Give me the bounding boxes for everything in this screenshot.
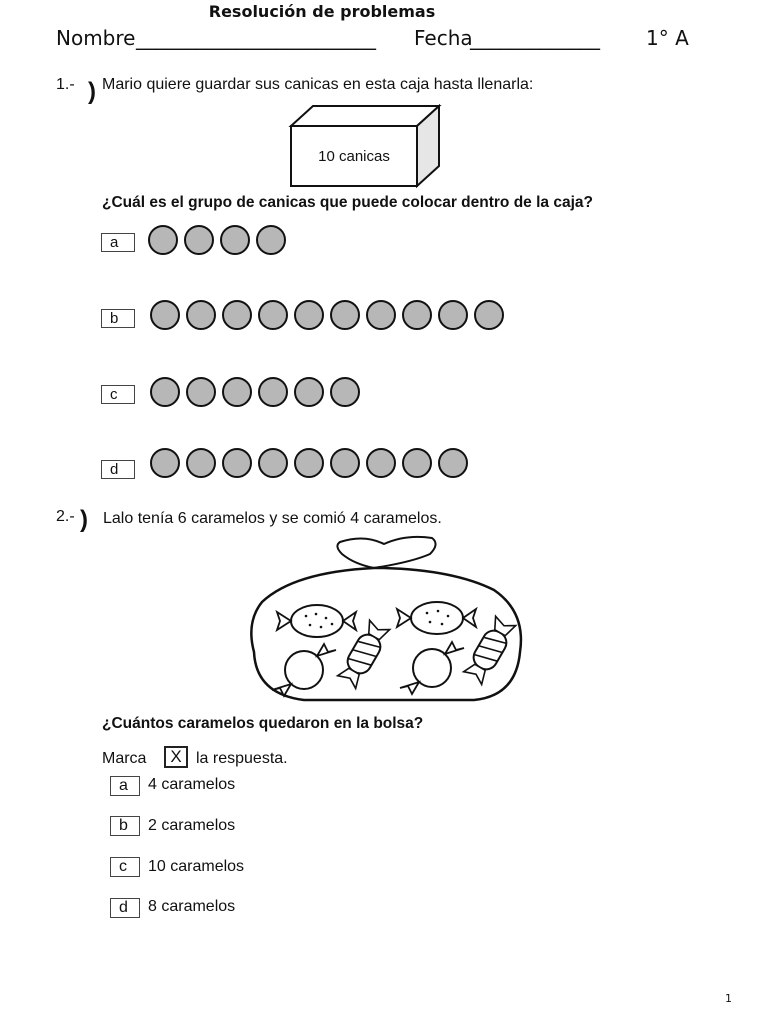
q2-paren: ) (80, 506, 88, 533)
q2-option-c-text: 10 caramelos (148, 858, 245, 875)
q2-option-b-box[interactable]: b (110, 816, 140, 836)
marble-icon (256, 225, 286, 255)
q1-option-b-marbles (150, 300, 504, 334)
q1-option-b-box[interactable]: b (101, 309, 135, 328)
q1-option-c-marbles (150, 377, 360, 411)
q1-statement: Mario quiere guardar sus canicas en esta caja hasta llenarla: (102, 76, 534, 93)
marble-icon (222, 448, 252, 478)
marble-icon (184, 225, 214, 255)
marble-icon (366, 448, 396, 478)
q1-question: ¿Cuál es el grupo de canicas que puede colocar dentro de la caja? (102, 194, 593, 211)
q2-option-b-text: 2 caramelos (148, 817, 236, 834)
marble-icon (474, 300, 504, 330)
page-title: Resolución de problemas (208, 2, 436, 21)
marble-icon (222, 300, 252, 330)
q2-option-a-box[interactable]: a (110, 776, 140, 796)
page-number: 1 (725, 992, 732, 1005)
marble-icon (294, 300, 324, 330)
q2-option-a-text: 4 caramelos (148, 776, 236, 793)
marble-icon (186, 448, 216, 478)
marble-icon (258, 448, 288, 478)
q1-paren: ) (88, 78, 96, 105)
marble-icon (258, 300, 288, 330)
marble-icon (186, 377, 216, 407)
nombre-field[interactable]: ________________________ (136, 26, 376, 50)
q2-option-d-text: 8 caramelos (148, 898, 236, 915)
q2-option-c-box[interactable]: c (110, 857, 140, 877)
marble-icon (150, 300, 180, 330)
fecha-field[interactable]: _____________ (470, 26, 600, 50)
marble-icon (150, 448, 180, 478)
q2-number: 2.- (56, 508, 75, 525)
marble-icon (220, 225, 250, 255)
marble-icon (148, 225, 178, 255)
box-label: 10 canicas (318, 148, 390, 165)
marble-icon (222, 377, 252, 407)
q1-option-d-box[interactable]: d (101, 460, 135, 479)
q1-option-a-box[interactable]: a (101, 233, 135, 252)
marble-icon (330, 448, 360, 478)
q2-instruction-before: Marca (102, 750, 147, 767)
marble-icon (438, 300, 468, 330)
nombre-label: Nombre (56, 26, 136, 50)
q2-option-d-box[interactable]: d (110, 898, 140, 918)
marble-icon (294, 448, 324, 478)
candy-bag-illustration (244, 532, 528, 708)
q1-option-a-marbles (148, 225, 286, 259)
marble-icon (330, 300, 360, 330)
marble-icon (330, 377, 360, 407)
mark-x-box: X (164, 746, 188, 768)
q2-statement: Lalo tenía 6 caramelos y se comió 4 caramelos. (103, 510, 442, 527)
grade-label: 1° A (646, 26, 689, 50)
marble-icon (438, 448, 468, 478)
marble-icon (150, 377, 180, 407)
marble-icon (402, 448, 432, 478)
q1-number: 1.- (56, 76, 75, 93)
q1-option-d-marbles (150, 448, 468, 482)
marble-icon (366, 300, 396, 330)
q2-instruction-after: la respuesta. (196, 750, 288, 767)
marble-icon (186, 300, 216, 330)
fecha-label: Fecha (414, 26, 473, 50)
marble-icon (402, 300, 432, 330)
marble-icon (258, 377, 288, 407)
q1-option-c-box[interactable]: c (101, 385, 135, 404)
q2-question: ¿Cuántos caramelos quedaron en la bolsa? (102, 715, 424, 732)
marble-icon (294, 377, 324, 407)
